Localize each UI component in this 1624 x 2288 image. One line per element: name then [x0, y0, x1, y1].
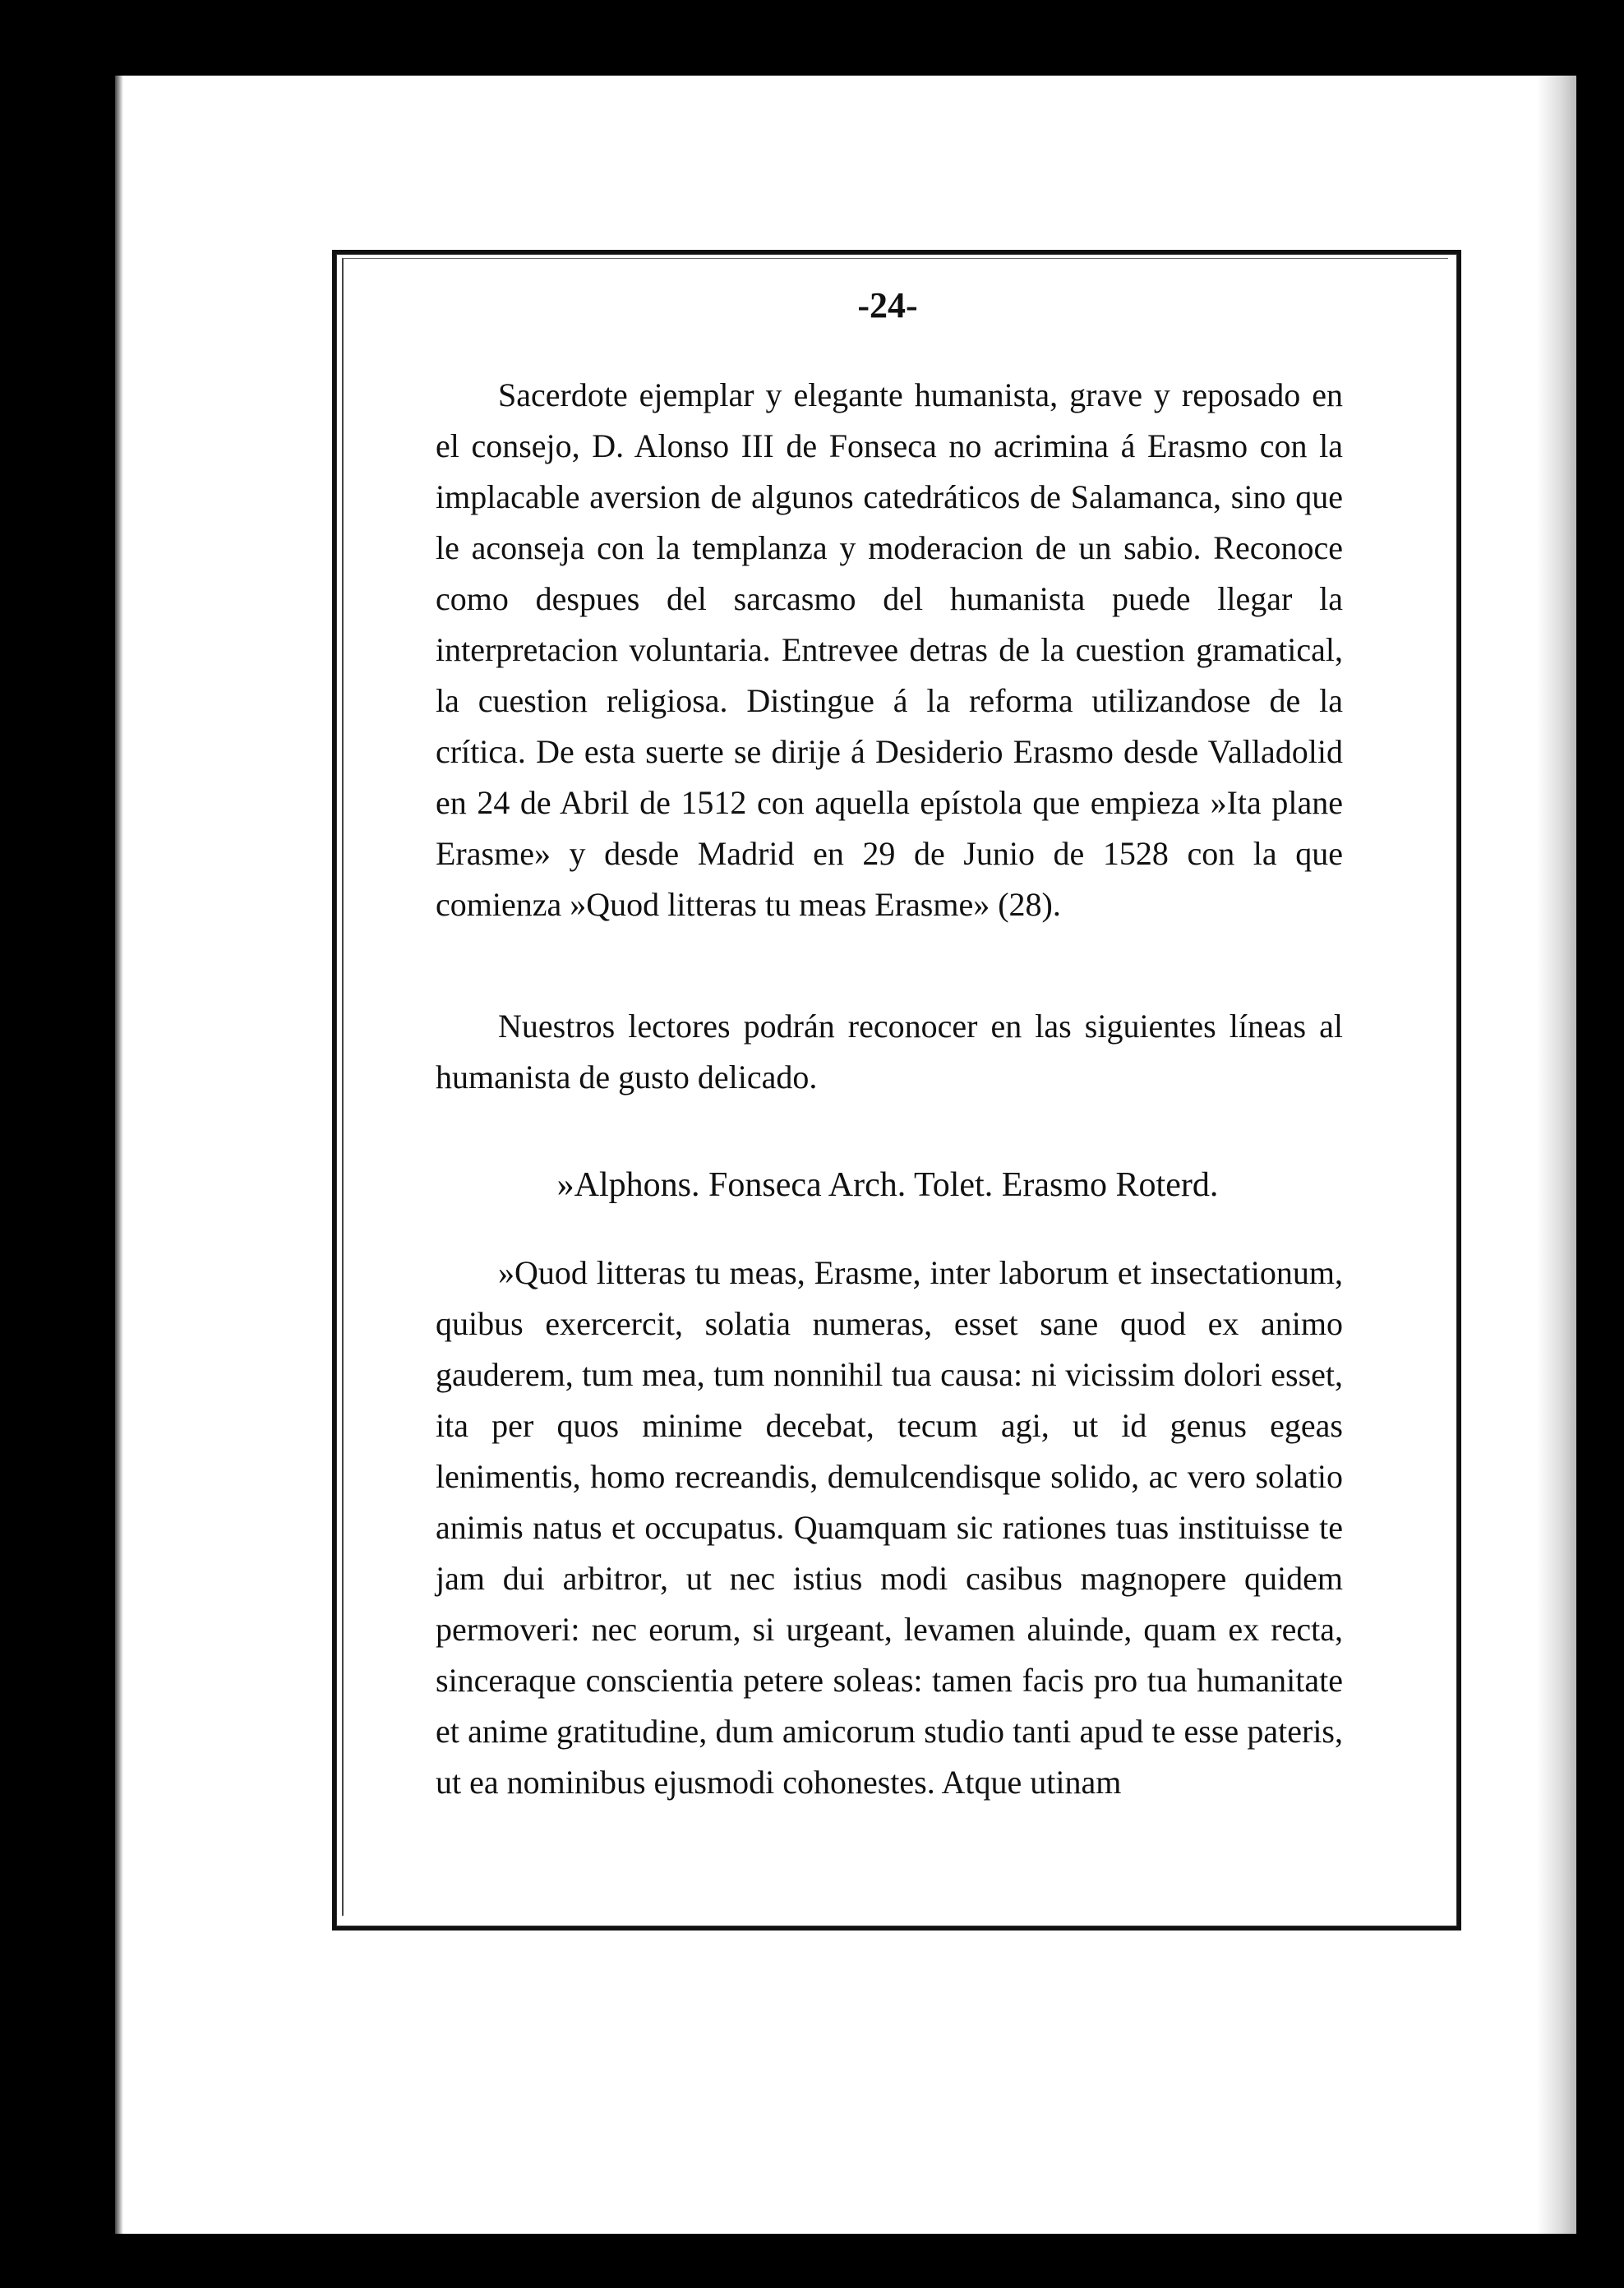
body-paragraph-2: [436, 1001, 1343, 1103]
body-paragraph-1: [436, 370, 1343, 930]
paragraph-text: Sacerdote ejemplar y elegante humanista, grave y reposado en el consejo, D. Alonso III de Fonseca no acrimina á Erasmo con la implacable aversion de algunos catedráticos de Salamanca, sino que le aconseja con la templanza y moderacion de un sabio. Reconoce como despues del sarcasmo del humanista puede llegar la interpretacion voluntaria. Entrevee detras de la cuestion gramatical, la cuestion religiosa. Distingue á la reforma utilizandose de la crítica. De esta suerte se dirije á Desiderio Erasmo desde Valladolid en 24 de Abril de 1512 con aquella epístola que empieza »Ita plane Erasme» y desde Madrid en 29 de Junio de 1528 con la que comienza »Quod litteras tu meas Erasme» (28).: [436, 376, 1343, 923]
paper-edge-left: [115, 76, 123, 2234]
page-number: -24-: [857, 285, 918, 325]
paragraph-text: »Quod litteras tu meas, Erasme, inter laborum et insectationum, quibus exercercit, solatia numeras, esset sane quod ex animo gauderem, tum mea, tum nonnihil tua causa: ni vicissim dolori esset, ita per quos minime decebat, tecum agi, ut id genus egeas lenimentis, homo recreandis, demulcendisque solido, ac vero solatio animis natus et occupatus. Quamquam sic rationes tuas instituisse te jam dui arbitror, ut nec istius modi casibus magnopere quidem permoveri: nec eorum, si urgeant, levamen aluinde, quam ex recta, sinceraque conscientia petere soleas: tamen facis pro tua humanitate et anime gratitudine, dum amicorum studio tanti apud te esse pateris, ut ea nominibus ejusmodi cohonestes. Atque utinam: [436, 1254, 1343, 1801]
body-paragraph-3: [436, 1248, 1343, 1808]
letter-salutation: »Alphons. Fonseca Arch. Tolet. Erasmo Roterd.: [556, 1166, 1219, 1204]
paragraph-text: Nuestros lectores podrán reconocer en las siguientes líneas al humanista de gusto delicado.: [436, 1008, 1343, 1096]
paper-edge-right: [1537, 76, 1576, 2234]
